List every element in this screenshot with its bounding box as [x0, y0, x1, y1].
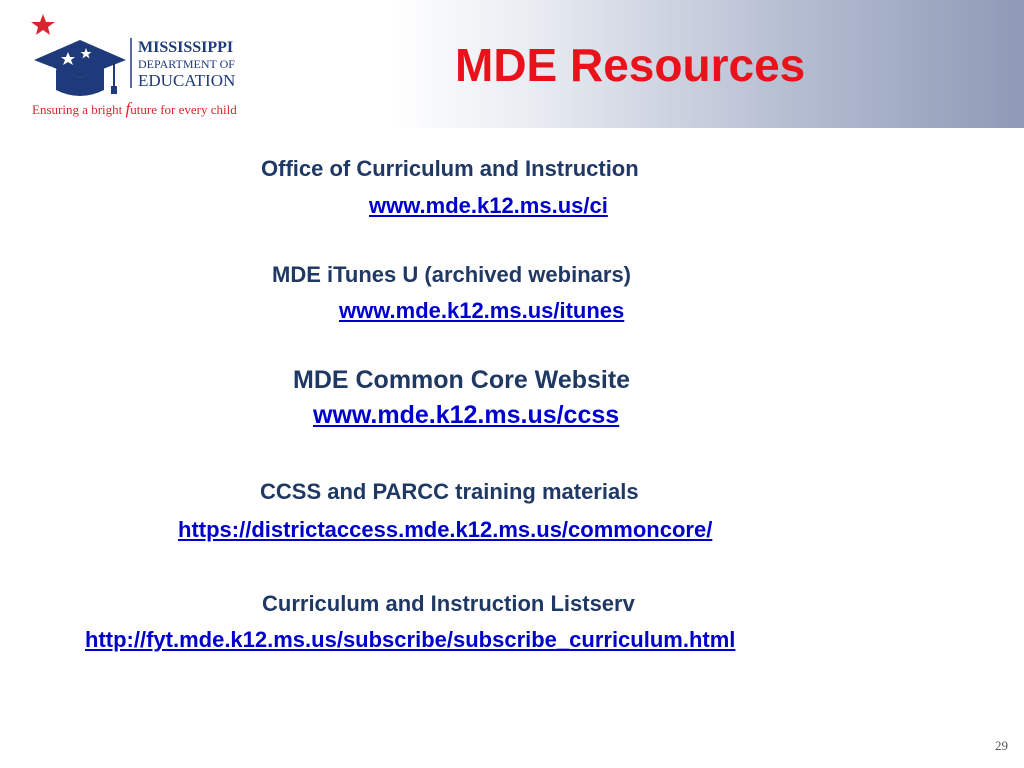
red-star-icon — [31, 14, 55, 35]
resource-link-ci[interactable]: www.mde.k12.ms.us/ci — [369, 193, 608, 218]
logo-tagline: Ensuring a bright future for every child — [32, 99, 237, 118]
logo-line-1: MISSISSIPPI — [138, 39, 234, 56]
resource-heading-parcc: CCSS and PARCC training materials — [260, 479, 639, 504]
resource-link-ccss[interactable]: www.mde.k12.ms.us/ccss — [313, 401, 620, 429]
resource-link-listserv[interactable]: http://fyt.mde.k12.ms.us/subscribe/subscribe_curriculum.html — [85, 627, 736, 652]
resource-link-itunes[interactable]: www.mde.k12.ms.us/itunes — [339, 298, 625, 323]
logo-line-2: DEPARTMENT OF — [138, 57, 235, 71]
resource-heading-itunes: MDE iTunes U (archived webinars) — [272, 262, 632, 287]
page-number: 29 — [995, 738, 1008, 753]
graduation-cap-icon — [34, 40, 126, 78]
resource-heading-ccss: MDE Common Core Website — [293, 366, 631, 394]
logo-line-3: EDUCATION — [138, 71, 236, 90]
mde-logo — [28, 8, 278, 123]
slide-title: MDE Resources — [455, 39, 806, 91]
resource-heading-listserv: Curriculum and Instruction Listserv — [262, 591, 635, 616]
resource-heading-ci: Office of Curriculum and Instruction — [261, 156, 639, 181]
resource-link-parcc[interactable]: https://districtaccess.mde.k12.ms.us/commoncore/ — [178, 517, 713, 542]
